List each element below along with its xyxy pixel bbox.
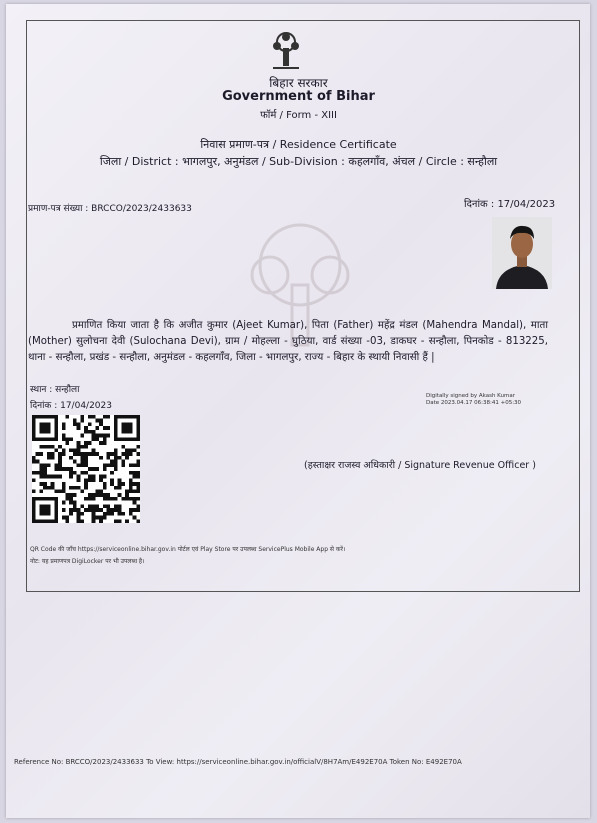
officer-signature-label: (हस्ताक्षर राजस्व अधिकारी / Signature Revenue Officer ) <box>304 460 536 471</box>
certificate-number: प्रमाण-पत्र संख्या : BRCCO/2023/2433633 <box>28 204 192 214</box>
state-hindi: बिहार सरकार <box>269 76 328 90</box>
bihar-emblem-icon <box>265 30 307 72</box>
district-line: जिला / District : भागलपुर, अनुमंडल / Sub-Division : कहलगाँव, अंचल / Circle : सन्हौला <box>99 155 498 168</box>
qr-note-line-1: QR Code की जाँच https://serviceonline.bihar.gov.in पोर्टल एवं Play Store पर उपलब्ध ServicePlus Mobile App से करें। <box>30 546 346 553</box>
certificate-body: प्रमाणित किया जाता है कि अजीत कुमार (Ajeet Kumar), पिता (Father) महेंद्र मंडल (Mahendra Mandal), माता (Mother) सुलोचना देवी (Sulochana Devi), ग्राम / मोहल्ला - घुठिया, वार्ड संख्या -03, डाकघर - सन्हौला, पिनकोड - 813225, थाना - सन्हौला, प्रखंड - सन्हौला, अनुमंडल - कहलगाँव, जिला - भागलपुर, राज्य - बिहार के स्थायी निवासी हैं | <box>28 320 548 363</box>
place-line: स्थान : सन्हौला <box>30 385 80 395</box>
signed-by: Digitally signed by Akash Kumar <box>426 393 515 399</box>
form-number: फॉर्म / Form - XIII <box>260 110 337 121</box>
government-title: Government of Bihar <box>222 89 375 104</box>
applicant-photo <box>492 217 552 289</box>
certificate-paper <box>6 4 590 818</box>
digital-signature <box>426 393 521 407</box>
signature-date: Date 2023.04.17 06:38:41 +05:30 <box>426 400 522 406</box>
qr-code <box>32 415 140 523</box>
signing-date: दिनांक : 17/04/2023 <box>30 401 112 411</box>
certificate-title: निवास प्रमाण-पत्र / Residence Certificate <box>200 138 397 151</box>
qr-note-line-2: नोट: यह प्रमाणपत्र DigiLocker पर भी उपलब्ध है। <box>30 558 145 565</box>
reference-line: Reference No: BRCCO/2023/2433633 To View: https://serviceonline.bihar.gov.in/officialV/8H7Am/E492E70A Token No: E492E70A <box>14 758 462 766</box>
issue-date: दिनांक : 17/04/2023 <box>464 199 556 210</box>
